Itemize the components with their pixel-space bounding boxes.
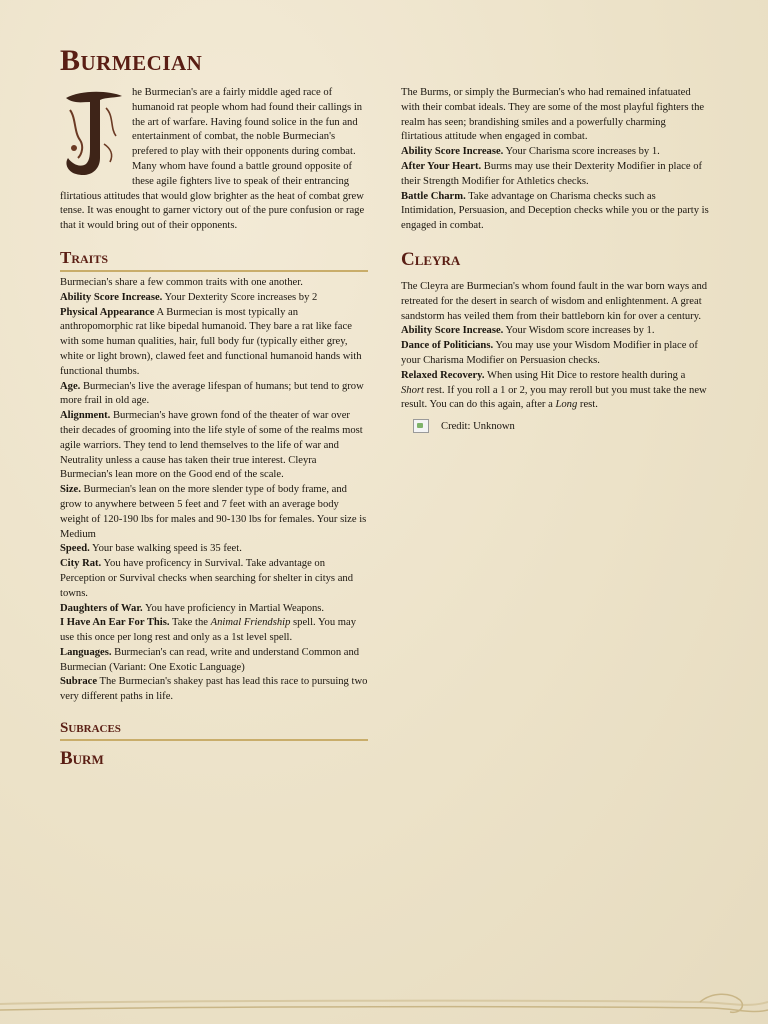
trait-label: Ability Score Increase.: [60, 291, 163, 303]
trait-daughters-of-war: Daughters of War. You have proficiency in Martial Weapons.: [60, 602, 325, 614]
trait-label: After Your Heart.: [401, 160, 482, 172]
right-column: [401, 86, 709, 433]
trait-label: Size.: [60, 484, 81, 496]
left-column: [60, 86, 368, 769]
burm-trait-ability: Ability Score Increase. Your Charisma score increases by 1.: [401, 146, 660, 158]
subraces-section: [60, 719, 368, 769]
trait-label: Relaxed Recovery.: [401, 369, 485, 381]
trait-city-rat: City Rat. You have proficency in Survival. Take advantage on Perception or Survival checks when searching for shelter in citys and towns.: [60, 558, 354, 599]
trait-label: Ability Score Increase.: [401, 325, 504, 337]
trait-physical-appearance: Physical Appearance A Burmecian is most typically an anthropomorphic rat like bipedal humanoid. They bare a rat like face with some human qualities, hair, full body fur (typically either grey, white or light brown), clawed feet and functional humanoid hands with functional thumbs.: [60, 306, 362, 377]
trait-label: Dance of Politicians.: [401, 340, 494, 352]
intro-paragraph: [60, 86, 368, 234]
trait-label: Age.: [60, 380, 81, 392]
credit-text: Credit: Unknown: [441, 420, 515, 432]
trait-label: I Have An Ear For This.: [60, 617, 170, 629]
traits-rule: [60, 270, 368, 272]
trait-label: City Rat.: [60, 558, 102, 570]
trait-age: Age. Burmecian's live the average lifespan of humans; but tend to grow more frail in old age.: [60, 380, 364, 407]
cleyra-trait-dance: Dance of Politicians. You may use your Wisdom Modifier in place of your Charisma Modifier on Persuasion checks.: [401, 340, 698, 366]
trait-label: Subrace: [60, 676, 98, 688]
trait-label: Ability Score Increase.: [401, 146, 504, 158]
cleyra-trait-ability: Ability Score Increase. Your Wisdom score increases by 1.: [401, 325, 655, 337]
cleyra-intro: The Cleyra are Burmecian's whom found fault in the war born ways and retreated for the desert in search of wisdom and enlightenment. A great sandstorm has veiled them from their battleborn kin for over a century.: [401, 280, 708, 322]
trait-label: Alignment.: [60, 410, 111, 422]
burm-heading: Burm: [60, 748, 104, 770]
trait-label: Languages.: [60, 646, 112, 658]
subraces-heading: Subraces: [60, 720, 121, 737]
page-title: Burmecian: [60, 44, 203, 77]
trait-ear-for-this: I Have An Ear For This. Take the Animal Friendship spell. You may use this once per long rest and only as a 1st level spell.: [60, 617, 357, 644]
cleyra-trait-relaxed-recovery: Relaxed Recovery. When using Hit Dice to restore health during a Short rest. If you roll a 1 or 2, you may reroll but you must take the new result. You can do this again, after a Long rest.: [401, 369, 707, 411]
burm-trait-battle-charm: Battle Charm. Take advantage on Charisma checks such as Intimidation, Persuasion, and Deception checks while you or the party is engaged in combat.: [401, 190, 709, 232]
traits-heading: Traits: [60, 247, 109, 267]
dropcap: [60, 88, 128, 180]
trait-label: Daughters of War.: [60, 602, 143, 614]
footer-ornament: [0, 984, 768, 1024]
intro-text: he Burmecian's are a fairly middle aged race of humanoid rat people whom had found their callings in the art of warfare. Having found solice in the fun and entertainment of combat, the noble Burmecian's prefered to play with their opponents during combat. Many whom have found a battle ground opposite of these agile fighters live to speak of their entrancing flirtatious attitudes that would glow brighter as the heat of combat grew tense. It was enought to garner victory out of the pure confusion or rage that it would bring out of their opponents.: [60, 87, 365, 232]
trait-languages: Languages. Burmecian's can read, write and understand Common and Burmecian (Variant: One Exotic Language): [60, 646, 360, 673]
trait-speed: Speed. Your base walking speed is 35 feet.: [60, 543, 242, 555]
burm-trait-after-your-heart: After Your Heart. Burms may use their Dexterity Modifier in place of their Strength Modifier for Athletics checks.: [401, 160, 703, 187]
broken-image-icon: [413, 419, 429, 433]
trait-alignment: Alignment. Burmecian's have grown fond of the theater of war over their decades of grooming into the life style of some of the realms most agile warriors. They tend to lend themselves to the life of war and Neutrality unless a cause has taken their true interest. Cleyra Burmecian's lean more on the Good end of the scale.: [60, 410, 363, 481]
trait-label: Physical Appearance: [60, 306, 155, 318]
subraces-rule: [60, 739, 368, 741]
traits-section: [60, 248, 368, 705]
cleyra-section: [401, 250, 709, 433]
trait-label: Battle Charm.: [401, 190, 466, 202]
trait-subrace: Subrace The Burmecian's shakey past has lead this race to pursuing two very different paths in life.: [60, 676, 368, 703]
cleyra-heading: Cleyra: [401, 248, 461, 270]
image-credit: [413, 419, 709, 433]
trait-size: Size. Burmecian's lean on the more slender type of body frame, and grow to anywhere between 5 feet and 7 feet with an average body weight of 120-190 lbs for males and 90-130 lbs for females. Your size is Medium: [60, 484, 367, 540]
trait-ability-score: Ability Score Increase. Your Dexterity Score increases by 2: [60, 291, 318, 303]
burm-intro: The Burms, or simply the Burmecian's who had remained infatuated with their combat ideals. They are some of the most playful fighters the realm has seen; brandishing smiles and a powerfully charming flirtatious attitude when engaged in combat.: [401, 87, 705, 143]
trait-label: Speed.: [60, 543, 90, 555]
spell-name: Animal Friendship: [210, 617, 291, 629]
traits-intro: Burmecian's share a few common traits with one another.: [60, 276, 303, 288]
